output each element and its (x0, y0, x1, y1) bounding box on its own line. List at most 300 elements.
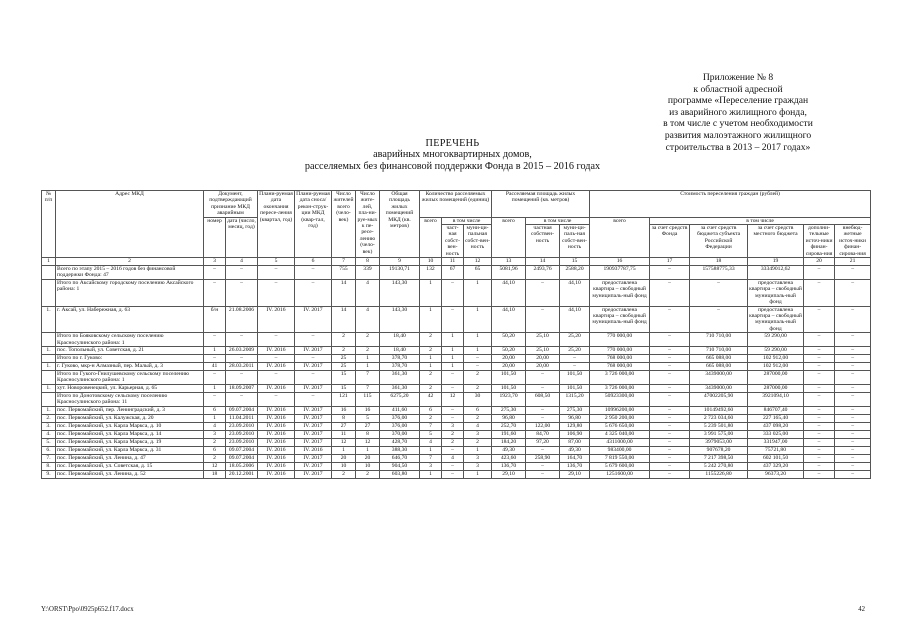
header-rooms-incl: в том числе (442, 217, 492, 224)
table-row (42, 362, 871, 370)
table-row (42, 370, 871, 384)
table-cell: 5 676 650,00 (590, 422, 650, 430)
table-cell: 122,00 (526, 422, 560, 430)
header-rooms-municipal: муни-ци-пальная собст-вен-ность (464, 225, 492, 258)
table-cell: Итого по Гукого-Гнилушевскому сельскому поселению Красносулинского района: 1 (56, 370, 204, 384)
table-cell: 608,50 (526, 392, 560, 406)
column-number-cell: 18 (690, 258, 748, 266)
table-cell: IV. 2016 (258, 430, 295, 438)
table-cell: 44,10 (492, 306, 526, 333)
table-cell: 2 (204, 454, 226, 462)
header-cost-fund: за счет средств Фонда (650, 225, 690, 258)
table-cell: 41 (204, 362, 226, 370)
column-number-cell: 2 (56, 258, 204, 266)
header-row-1 (42, 191, 871, 218)
table-cell: – (442, 384, 464, 392)
table-cell: 106,90 (560, 430, 590, 438)
table-cell: IV. 2016 (258, 406, 295, 414)
table-cell: 18 (204, 470, 226, 478)
table-cell: – (204, 279, 226, 306)
table-cell: 101,50 (492, 370, 526, 384)
table-cell: 603,80 (380, 470, 420, 478)
table-cell: 101,50 (492, 384, 526, 392)
table-cell: 437 329,20 (748, 462, 804, 470)
table-cell: – (204, 333, 226, 347)
table-cell: 44,10 (492, 279, 526, 306)
table-cell: – (835, 384, 871, 392)
table-cell: – (650, 346, 690, 354)
table-cell: IV. 2017 (295, 462, 332, 470)
table-cell: IV. 2017 (295, 422, 332, 430)
table-cell: – (526, 406, 560, 414)
table-cell: – (464, 362, 492, 370)
table-cell: 33349012,62 (748, 266, 804, 280)
table-cell: 602 101,50 (748, 454, 804, 462)
table-cell: 1. (42, 384, 56, 392)
table-cell: IV. 2016 (258, 454, 295, 462)
table-cell: – (804, 392, 835, 406)
column-number-cell: 9 (380, 258, 420, 266)
table-cell: 21.08.2006 (226, 306, 258, 333)
table-cell: 101,50 (560, 370, 590, 384)
table-cell: 23.09.2010 (226, 430, 258, 438)
table-cell (42, 370, 56, 384)
table-cell: 331947,00 (748, 438, 804, 446)
table-cell: 428,70 (380, 438, 420, 446)
table-cell: 7 (356, 370, 380, 384)
table-cell: 2 (356, 470, 380, 478)
table-cell: – (804, 354, 835, 362)
table-cell: г. Аксай, ул. Набережная, д. 63 (56, 306, 204, 333)
table-cell: 1. (42, 346, 56, 354)
table-cell: 20 (332, 454, 356, 462)
table-cell: 4 (356, 306, 380, 333)
table-cell: 411,60 (380, 406, 420, 414)
table-cell: – (442, 370, 464, 384)
table-cell: Итого по Бояковскому сельскому поселению Красносулинского района: 1 (56, 333, 204, 347)
table-cell: 12 (332, 438, 356, 446)
table-cell: – (295, 279, 332, 306)
table-cell: 4. (42, 430, 56, 438)
appendix-line: в том числе с учетом необходимости (663, 118, 813, 130)
table-cell: IV. 2017 (295, 346, 332, 354)
table-cell: 2 (420, 384, 442, 392)
header-num: № п/п (42, 191, 56, 258)
column-number-cell: 1 (42, 258, 56, 266)
header-address: Адрес МКД (56, 191, 204, 258)
table-cell: 6275,20 (380, 392, 420, 406)
table-cell: 191,60 (492, 430, 526, 438)
table-cell: – (835, 306, 871, 333)
table-cell: 115 (356, 392, 380, 406)
table-cell: 96373,20 (748, 470, 804, 478)
table-cell: пос. Первомайский, ул. Карла Маркса, д. 14 (56, 430, 204, 438)
header-total-area: Общая площадь жилых помещений МКД (кв. метров) (380, 191, 420, 258)
table-cell: 4 (356, 279, 380, 306)
table-cell: – (650, 454, 690, 462)
header-cost-incl: в том числе (650, 217, 871, 224)
table-cell: – (804, 306, 835, 333)
table-cell: 09.07.2004 (226, 454, 258, 462)
header-rooms-total: всего (420, 217, 442, 257)
table-cell: 96,80 (492, 414, 526, 422)
table-cell: 30 (464, 392, 492, 406)
table-cell: 1 (442, 362, 464, 370)
table-cell: 3 726 000,00 (590, 384, 650, 392)
table-cell: Всего по этапу 2015 – 2016 годов без финансовой поддержки Фонда: 47 (56, 266, 204, 280)
header-residents-planned: Число жите-лей, пла-ни-руе-мых к пе-ресе-лению (чело-век) (356, 191, 380, 258)
table-cell: 1 (420, 306, 442, 333)
table-cell: 361,30 (380, 370, 420, 384)
table-cell: – (835, 279, 871, 306)
table-cell: – (804, 470, 835, 478)
table-cell: 9. (42, 470, 56, 478)
table-cell: 2 (464, 438, 492, 446)
appendix-line: из аварийного жилищного фонда, (669, 106, 807, 118)
table-cell: 18.05.2006 (226, 462, 258, 470)
table-cell: IV. 2017 (295, 430, 332, 438)
table-cell: – (835, 462, 871, 470)
table-cell: IV. 2016 (258, 306, 295, 333)
table-cell: 1 (420, 354, 442, 362)
table-cell: 388,30 (380, 446, 420, 454)
footer-file-path: Y:\ORST\Ppo\0925p652.f17.docx (41, 606, 134, 613)
table-cell: IV. 2016 (258, 438, 295, 446)
column-number-cell: 7 (332, 258, 356, 266)
table-row (42, 306, 871, 333)
table-cell: 1 (464, 333, 492, 347)
table-cell: IV. 2016 (295, 446, 332, 454)
table-cell: пос. Первомайский, ул. Советская, д. 15 (56, 462, 204, 470)
table-cell: 2. (42, 414, 56, 422)
table-row (42, 346, 871, 354)
table-cell: – (526, 279, 560, 306)
table-cell: – (295, 266, 332, 280)
table-cell: 1 (204, 414, 226, 422)
table-cell: 3 (464, 462, 492, 470)
table-cell: 339 (356, 266, 380, 280)
table-cell: 25 (332, 354, 356, 362)
table-cell: – (295, 333, 332, 347)
table-cell: – (204, 354, 226, 362)
header-area-incl: в том числе (526, 217, 590, 224)
table-cell: – (226, 354, 258, 362)
table-cell: IV. 2017 (295, 384, 332, 392)
header-area-municipal: муни-ци-паль-ная собст-вен-ность (560, 225, 590, 258)
table-cell: – (526, 370, 560, 384)
table-cell: 20,00 (526, 362, 560, 370)
table-cell: 20,00 (492, 354, 526, 362)
table-cell: 101,50 (560, 384, 590, 392)
table-cell: 10149492,60 (690, 406, 748, 414)
table-cell: – (804, 422, 835, 430)
table-cell: 3 726 000,00 (590, 370, 650, 384)
header-planned-end: Плани-руемая дата окончания пересе-ления (квартал, год) (258, 191, 295, 258)
column-number-cell: 20 (804, 258, 835, 266)
table-cell: 7 (356, 384, 380, 392)
table-cell: – (442, 462, 464, 470)
table-cell: – (835, 422, 871, 430)
table-cell: 378,70 (380, 362, 420, 370)
table-cell (42, 392, 56, 406)
table-cell: 50,20 (492, 346, 526, 354)
table-cell: 5 (420, 430, 442, 438)
table-cell: г. Гуково, мкр-н Алмазный, пер. Малый, д. 3 (56, 362, 204, 370)
table-cell: 665 088,00 (690, 362, 748, 370)
column-number-cell: 21 (835, 258, 871, 266)
table-cell: 2 (420, 333, 442, 347)
table-cell: – (526, 446, 560, 454)
table-cell: 84,70 (526, 430, 560, 438)
table-cell: б/н (204, 306, 226, 333)
table-cell (42, 279, 56, 306)
table-cell (42, 266, 56, 280)
table-cell: – (804, 438, 835, 446)
table-cell: 2493,76 (526, 266, 560, 280)
table-cell: 26.03.2009 (226, 346, 258, 354)
table-row (42, 414, 871, 422)
table-cell: 25,10 (526, 333, 560, 347)
table-cell: 1 (332, 446, 356, 454)
table-cell: 50923300,00 (590, 392, 650, 406)
table-cell: 1251600,00 (590, 470, 650, 478)
table-cell: предоставлена квартира – свободный муниципаль-ный фонд (749, 279, 802, 306)
table-cell: 2 (464, 414, 492, 422)
table-cell: 6 (204, 446, 226, 454)
table-cell: 25,20 (560, 346, 590, 354)
table-cell: 4311000,00 (590, 438, 650, 446)
table-cell: пос. Первомайский, ул. Ленина, д. 47 (56, 454, 204, 462)
table-cell: IV. 2016 (258, 462, 295, 470)
table-cell: IV. 2017 (295, 406, 332, 414)
table-cell: пос. Первомайский, ул. Калужская, д. 20 (56, 414, 204, 422)
table-cell: 361,30 (380, 384, 420, 392)
column-number-cell: 4 (226, 258, 258, 266)
table-cell: 333 025,00 (748, 430, 804, 438)
table-cell: – (650, 384, 690, 392)
table-cell: – (295, 370, 332, 384)
table-cell: 12 (356, 438, 380, 446)
table-cell: 1 (420, 446, 442, 454)
column-number-cell: 11 (442, 258, 464, 266)
table-cell: 190937787,75 (590, 266, 650, 280)
table-cell: – (804, 414, 835, 422)
table-cell: 19130,71 (380, 266, 420, 280)
table-cell: 1 (356, 354, 380, 362)
table-cell: 4 325 040,00 (590, 430, 650, 438)
table-cell: 2 (356, 333, 380, 347)
table-cell: 1 (464, 470, 492, 478)
table-cell: 646,70 (380, 454, 420, 462)
table-cell: – (690, 279, 748, 306)
table-cell: 1 (204, 384, 226, 392)
table-cell: – (835, 446, 871, 454)
table-cell: 770 000,00 (590, 333, 650, 347)
table-cell: 1155226,80 (690, 470, 748, 478)
header-doc: Документ, подтверждающий признание МКД аварийным (204, 191, 258, 218)
table-cell: 129,80 (560, 422, 590, 430)
table-cell: – (442, 446, 464, 454)
table-cell: 770 000,00 (590, 346, 650, 354)
table-cell: 1. (42, 362, 56, 370)
table-cell: 6 (204, 406, 226, 414)
table-row (42, 384, 871, 392)
table-cell: 102 912,00 (748, 354, 804, 362)
table-cell: – (226, 392, 258, 406)
table-cell: 3979053,00 (690, 438, 748, 446)
table-cell: 1 (420, 279, 442, 306)
table-cell: – (835, 333, 871, 347)
table-cell: IV. 2016 (258, 422, 295, 430)
table-cell: IV. 2016 (258, 362, 295, 370)
table-row (42, 462, 871, 470)
column-number-cell: 12 (464, 258, 492, 266)
table-cell: 252,70 (492, 422, 526, 430)
table-cell: 2 950 200,00 (590, 414, 650, 422)
table-cell: – (526, 462, 560, 470)
table-cell: 65 (464, 266, 492, 280)
table-cell: 10996200,00 (590, 406, 650, 414)
table-cell: – (650, 279, 690, 306)
table-cell: – (526, 414, 560, 422)
table-cell: предоставлена квартира – свободный муниципаль-ный фонд (590, 306, 650, 333)
table-cell: 136,70 (492, 462, 526, 470)
table-cell: – (804, 406, 835, 414)
table-cell: 136,70 (560, 462, 590, 470)
table-cell: 1. (42, 406, 56, 414)
table-cell: – (204, 266, 226, 280)
footer-page-number: 42 (858, 606, 865, 613)
table-cell: 2 (464, 370, 492, 384)
table-cell: – (226, 370, 258, 384)
table-cell: 3 (442, 422, 464, 430)
table-cell: 1315,20 (560, 392, 590, 406)
table-cell: 20.12.2001 (226, 470, 258, 478)
table-cell: 47002205,90 (690, 392, 748, 406)
table-cell: – (835, 266, 871, 280)
table-cell: – (835, 406, 871, 414)
table-cell: 8 (332, 414, 356, 422)
header-cost-region: за счет средств бюджета субъекта Российской Федерации (690, 225, 748, 258)
table-cell: – (650, 414, 690, 422)
table-cell: 14 (332, 306, 356, 333)
table-cell: – (804, 462, 835, 470)
table-cell: пос. Топольный, ул. Советская, д. 21 (56, 346, 204, 354)
table-cell: 7. (42, 454, 56, 462)
table-cell: пос. Первомайский, ул. Карла Маркса, д. 10 (56, 422, 204, 430)
table-cell: – (204, 370, 226, 384)
table-cell: 1 (442, 354, 464, 362)
table-row (42, 438, 871, 446)
table-cell: 2 (332, 333, 356, 347)
table-cell: 25,10 (526, 346, 560, 354)
table-cell: 16 (356, 406, 380, 414)
table-cell: 15 (332, 370, 356, 384)
table-cell: 2 723 034,60 (690, 414, 748, 422)
table-cell: 3 (464, 454, 492, 462)
table-cell: – (650, 438, 690, 446)
table-cell: 29,10 (560, 470, 590, 478)
table-cell: 2 (420, 370, 442, 384)
table-row (42, 406, 871, 414)
table-cell: IV. 2017 (295, 306, 332, 333)
table-cell: 4 (420, 438, 442, 446)
table-cell: – (835, 454, 871, 462)
table-cell: 67 (442, 266, 464, 280)
table-cell: – (804, 279, 835, 306)
table-cell: 7 (420, 454, 442, 462)
table-cell: – (650, 306, 690, 333)
table-cell: – (804, 446, 835, 454)
table-cell: 59 290,00 (748, 346, 804, 354)
table-cell: 18.09.2007 (226, 384, 258, 392)
table-cell: – (650, 392, 690, 406)
table-cell: 75721,80 (748, 446, 804, 454)
table-cell: – (258, 354, 295, 362)
table-cell: 1 (442, 333, 464, 347)
table-cell: 20,00 (526, 354, 560, 362)
table-cell: – (650, 333, 690, 347)
table-cell: 227 165,40 (748, 414, 804, 422)
table-row (42, 470, 871, 478)
table-cell: Итого по Аксайскому городскому поселению Аксайского района: 1 (56, 279, 204, 306)
column-number-cell: 6 (295, 258, 332, 266)
table-cell: 2 (442, 430, 464, 438)
column-number-cell: 3 (204, 258, 226, 266)
table-cell: – (560, 354, 590, 362)
table-cell: 143,30 (380, 306, 420, 333)
table-cell: – (258, 392, 295, 406)
table-cell: 6. (42, 446, 56, 454)
table-cell: – (650, 422, 690, 430)
table-row (42, 279, 871, 306)
table-cell: – (560, 362, 590, 370)
table-cell: 3439000,00 (690, 370, 748, 384)
table-cell: 11.04.2011 (226, 414, 258, 422)
table-cell: 3921094,10 (748, 392, 804, 406)
table-cell: 1 (464, 346, 492, 354)
table-cell: 09.07.2004 (226, 406, 258, 414)
table-cell: 87,00 (560, 438, 590, 446)
table-cell: 44,10 (560, 279, 590, 306)
appendix-line: развития малоэтажного жилищного (664, 129, 812, 141)
table-cell: 184,20 (492, 438, 526, 446)
table-row (42, 333, 871, 347)
table-cell: 8 (356, 430, 380, 438)
table-cell: 2 (464, 384, 492, 392)
table-cell: 3 (204, 430, 226, 438)
column-number-cell: 17 (650, 258, 690, 266)
table-cell: 29,10 (492, 470, 526, 478)
table-cell: 10 (356, 462, 380, 470)
table-cell: 768 000,00 (590, 362, 650, 370)
table-cell: – (258, 279, 295, 306)
table-cell: – (835, 354, 871, 362)
table-cell: 1 (356, 446, 380, 454)
table-cell: 4 (464, 422, 492, 430)
appendix-line: Приложение № 8 (702, 72, 774, 83)
table-cell: 5 242 270,80 (690, 462, 748, 470)
table-row (42, 446, 871, 454)
table-cell: 2 (420, 346, 442, 354)
table-cell: IV. 2017 (295, 470, 332, 478)
table-cell: 23.09.2010 (226, 438, 258, 446)
table-cell: 25 (332, 362, 356, 370)
table-cell: 4 (442, 454, 464, 462)
table-cell: – (226, 333, 258, 347)
table-cell: 16 (332, 406, 356, 414)
table-cell: – (804, 430, 835, 438)
